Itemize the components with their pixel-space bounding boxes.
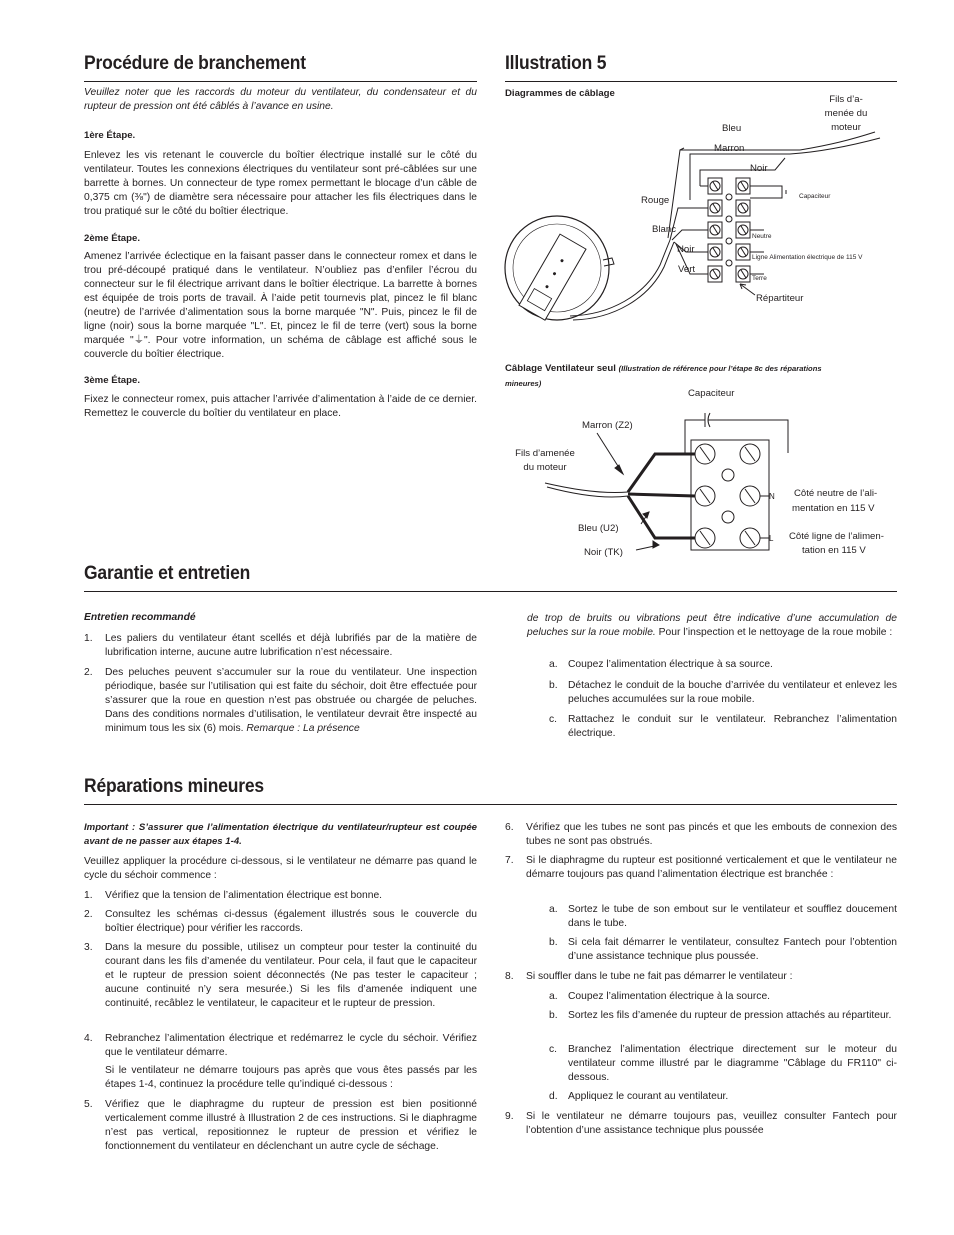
d2-label-fils-2: du moteur [523, 462, 567, 473]
repar-item-8d: d. Appliquez le courant au ventilateur. [549, 1090, 897, 1104]
label-vert: Vert [678, 264, 696, 275]
repar-item-7a: a. Sortez le tube de son embout sur le ventilateur et soufflez doucement dans le tube. [549, 904, 897, 929]
repar-item-3: 3. Dans la mesure du possible, utilisez un compteur pour tester la continuité du courant dans les fils d’amenée du ventilateur. Pour cela, il faut que le capaciteur et le rupteur de pression soient déconnectés (Ne pas tester le capaciteur ; aucune continuité n’y sera mesurée.) Si les fils d’amenée indiquent une continuité, recâblez le ventilateur, le capaciteur et le rupteur de pression. [84, 942, 477, 1009]
pressure-switch [519, 234, 586, 320]
repar-item-8a-text: Coupez l’alimentation électrique à la source. [568, 991, 771, 1002]
proc-title: Procédure de branchement [84, 53, 306, 74]
d2-label-neutre-1: Côté neutre de l’ali- [794, 488, 878, 499]
label-neutre: Neutre [752, 233, 772, 240]
garantie-item-1-text: Les paliers du ventilateur étant scellés et déjà lubrifiés par de la matière de lubrification interne, aucune autre lubrification n’est nécessaire. [105, 633, 477, 658]
repar-item-8d-text: Appliquez le courant au ventilateur. [568, 1091, 729, 1102]
garantie-col2-italic: de trop de bruits ou vibrations peut être indicative d’une accumulation de peluches sur la roue mobile. [527, 613, 897, 638]
repar-item-7b-text: Si cela fait démarrer le ventilateur, consultez Fantech pour l’obtention d’une assistance technique plus poussée. [568, 937, 897, 962]
repar-item-8b-text: Sortez les fils d’amenée du rupteur de pression attachés au répartiteur. [568, 1010, 892, 1021]
repar-item-8: 8. Si souffler dans le tube ne fait pas démarrer le ventilateur : [505, 970, 897, 984]
label-rouge: Rouge [641, 195, 670, 206]
garantie-item-2: 2. Des peluches peuvent s’accumuler sur la roue du ventilateur. Une inspection périodique, basée sur l’utilisation qui est faite du séchoir, doit être effectuée pour s’assurer que la roue en question n’est pas obstruée ou chargée de peluches. Dans des conditions normales d’utilisation, le ventilateur devrait être inspecté au minimum tous les six (6) mois. Remarque : La présence [84, 667, 477, 734]
d2-label-ligne-2: tation en 115 V [802, 545, 866, 556]
garantie-col2 [527, 612, 897, 640]
d2-label-fils-1: Fils d’amenée [515, 448, 575, 459]
repar-item-2: 2. Consultez les schémas ci-dessus (également illustrés sous le couvercle du boîtier électrique) pour vérifier les raccords. [84, 909, 477, 934]
garantie-item-2-text: Des peluches peuvent s’accumuler sur la roue du ventilateur. Une inspection périodique, basée sur l’utilisation qui est faite du séchoir, doit être effectuée pour s’assurer que la roue en question n’est pas obstruée ou chargée de peluches. Dans des conditions normales d’utilisation, le ventilateur devrait être inspecté au minimum tous les six (6) mois. [105, 667, 477, 734]
proc-rule [84, 81, 477, 82]
repar-rule [84, 804, 897, 805]
repar-important: Important : S’assurer que l’alimentation électrique du ventilateur/rupteur est coupée avant de ne passer aux étapes 1-4. [84, 822, 477, 847]
d2-label-neutre-2: mentation en 115 V [792, 503, 875, 514]
label-noir-top: Noir [750, 163, 768, 174]
garantie-title: Garantie et entretien [84, 563, 251, 584]
repar-title: Réparations mineures [84, 776, 264, 797]
label-terre: Terre [752, 275, 767, 282]
repar-item-4b-text: Si le ventilateur ne démarre toujours pas après que vous êtes passés par les étapes 1-4, continuez la procédure telle qu’indiqué ci-dessous : [105, 1065, 477, 1090]
garantie-b: b. Détachez le conduit de la bouche d’arrivée du ventilateur et enlevez les peluches accumulées sur la roue mobile. [549, 680, 897, 705]
label-fils-2: menée du [824, 108, 868, 119]
label-fils-3: moteur [831, 122, 861, 133]
repar-item-8a: a. Coupez l’alimentation électrique à la source. [549, 990, 897, 1004]
garantie-item-1: 1. Les paliers du ventilateur étant scellés et déjà lubrifiés par de la matière de lubrification interne, aucune autre lubrification n’est nécessaire. [84, 633, 477, 658]
step1-text: Enlevez les vis retenant le couvercle du boîtier électrique installé sur le côté du ventilateur. Toutes les connexions électriques du ventilateur sont pré-câblées sur une barrette à bornes. Un connecteur de type romex permettant le blocage d’un câble de 0,375 cm (⅜") de diamètre sera nécessaire pour attacher les fils électriques dans le trou pratiqué sur le côté du boîtier électrique. [84, 150, 477, 217]
illus-title: Illustration 5 [505, 53, 607, 74]
repar-item-1-text: Vérifiez que la tension de l’alimentation électrique est bonne. [105, 890, 383, 901]
repar-item-4-text: Rebranchez l’alimentation électrique et redémarrez le cycle du séchoir. Vérifiez que le ventilateur démarre. [105, 1033, 477, 1058]
step3-text: Fixez le connecteur romex, puis attacher l’arrivée d’alimentation à l’aide de ce dernier. Remettez le couvercle du boîtier du ventilateur en place. [84, 394, 477, 419]
label-fils-1: Fils d’a- [829, 94, 863, 105]
label-marron: Marron [714, 143, 745, 154]
d2-label-n: N [769, 492, 775, 501]
d2-label-marron: Marron (Z2) [582, 420, 633, 431]
d2-label-bleu: Bleu (U2) [578, 523, 619, 534]
garantie-rule [84, 591, 897, 592]
repar-item-7b: b. Si cela fait démarrer le ventilateur, consultez Fantech pour l’obtention d’une assistance technique plus poussée. [549, 937, 897, 962]
garantie-subtitle: Entretien recommandé [84, 612, 196, 623]
wiring-diagram-2 [505, 380, 900, 565]
proc-intro: Veuillez noter que les raccords du moteur du ventilateur, du condensateur et du rupteur de pression ont été câblés à l’avance en usine. [84, 87, 477, 112]
garantie-item-2-italic: Remarque : La présence [246, 723, 360, 734]
repar-item-8c-text: Branchez l’alimentation électrique directement sur le moteur du ventilateur comme illustré par le diagramme "Câblage du FR110" ci-dessous. [568, 1044, 897, 1083]
label-ligne: Ligne Alimentation électrique de 115 V [752, 254, 863, 261]
repar-item-6: 6. Vérifiez que les tubes ne sont pas pincés et que les embouts de connexion des tubes ne sont pas obstrués. [505, 822, 897, 847]
repar-item-6-text: Vérifiez que les tubes ne sont pas pincés et que les embouts de connexion des tubes ne sont pas obstrués. [526, 822, 897, 847]
label-bleu: Bleu [722, 123, 742, 134]
repar-item-8-text: Si souffler dans le tube ne fait pas démarrer le ventilateur : [526, 971, 793, 982]
repar-item-4b [105, 1064, 477, 1092]
step2-text: Amenez l’arrivée éclectique en la faisant passer dans le connecteur romex et dans le trou pré-découpé pratiqué dans le ventilateur. N’oubliez pas d’enfiler l’écrou du connecteur sur le fil électrique arrivant dans le boîtier électrique. La barrette à bornes est équipée de trois ports de travail. À l’aide petit tournevis plat, pincez le fil blanc (neutre) de l’arrivée d’alimentation sous la borne marquée "N". Puis, pincez le fil de ligne (noir) sous la borne marquée "L". Et, pincez le fil de terre (vert) sous la borne marquée "⏚". Pour votre information, un schéma de câblage est affiché sous le couvercle du boîtier électrique. [84, 251, 477, 360]
repar-item-9: 9. Si le ventilateur ne démarre toujours pas, veuillez consulter Fantech pour l’obtention d’une assistance technique plus poussée [505, 1111, 897, 1136]
d2-label-capaciteur: Capaciteur [688, 388, 735, 399]
diagram1-subtitle: Diagrammes de câblage [505, 88, 615, 99]
step2-title: 2ème Étape. [84, 233, 140, 244]
repar-item-1: 1. Vérifiez que la tension de l’alimentation électrique est bonne. [84, 889, 477, 903]
label-noir: Noir [677, 244, 695, 255]
diagram2-title-italic-2: mineures) [505, 379, 542, 388]
repar-item-3-text: Dans la mesure du possible, utilisez un compteur pour tester la continuité du courant dans les fils d’amenée du ventilateur. Pour cela, il faut que le capaciteur et le rupteur de pression soient déconnectés (Ne pas tester le capaciteur ; aucune continuité n’y sera mesurée.) Si les fils d’amenée indiquent une continuité, recâblez le ventilateur, le capaciteur et le rupteur de pression. [105, 942, 477, 1009]
d2-label-l: L [769, 534, 774, 543]
repar-item-8c: c. Branchez l’alimentation électrique directement sur le moteur du ventilateur comme illustré par le diagramme "Câblage du FR110" ci-dessous. [549, 1044, 897, 1083]
repar-item-5: 5. Vérifiez que le diaphragme du rupteur de pression est bien positionné verticalement comme illustré à Illustration 2 de ces instructions. Si le diaphragme n’est pas vertical, repositionnez le rupteur de pression et vérifiez le fonctionnement du ventilateur en déclenchant un autre cycle de séchage. [84, 1099, 477, 1152]
garantie-c: c. Rattachez le conduit sur le ventilateur. Rebranchez l’alimentation électrique. [549, 714, 897, 739]
repar-item-4: 4. Rebranchez l’alimentation électrique et redémarrez le cycle du séchoir. Vérifiez que le ventilateur démarre. [84, 1033, 477, 1058]
garantie-c-text: Rattachez le conduit sur le ventilateur. Rebranchez l’alimentation électrique. [568, 714, 897, 739]
garantie-col2-text: Pour l’inspection et le nettoyage de la roue mobile : [658, 627, 893, 638]
repar-item-8b: b. Sortez les fils d’amenée du rupteur de pression attachés au répartiteur. [549, 1009, 897, 1023]
garantie-b-text: Détachez le conduit de la bouche d’arrivée du ventilateur et enlevez les peluches accumulées sur la roue mobile. [568, 680, 897, 705]
garantie-a-text: Coupez l’alimentation électrique à sa source. [568, 659, 773, 670]
label-blanc: Blanc [652, 224, 676, 235]
illus-rule [505, 81, 897, 82]
repar-item-2-text: Consultez les schémas ci-dessus (également illustrés sous le couvercle du boîtier électrique) pour vérifier les raccords. [105, 909, 477, 934]
label-repartiteur: Répartiteur [756, 293, 804, 304]
d2-label-noir: Noir (TK) [584, 547, 623, 558]
diagram2-title-italic: (Illustration de référence pour l’étape 8c des réparations [618, 364, 822, 373]
step1-title: 1ère Étape. [84, 130, 136, 141]
repar-item-7a-text: Sortez le tube de son embout sur le ventilateur et soufflez doucement dans le tube. [568, 904, 897, 929]
repar-item-9-text: Si le ventilateur ne démarre toujours pas, veuillez consulter Fantech pour l’obtention d’une assistance technique plus poussée [526, 1111, 897, 1136]
garantie-a: a. Coupez l’alimentation électrique à sa source. [549, 658, 897, 672]
repar-item-7: 7. Si le diaphragme du rupteur est positionné verticalement et que le ventilateur ne démarre toujours pas quand l’alimentation électrique est branchée : [505, 855, 897, 880]
repar-item-7-text: Si le diaphragme du rupteur est positionné verticalement et que le ventilateur ne démarre toujours pas quand l’alimentation électrique est branchée : [526, 855, 897, 880]
diagram2-title-bold: Câblage Ventilateur seul [505, 363, 616, 374]
repar-intro: Veuillez appliquer la procédure ci-dessous, si le ventilateur ne démarre pas quand le cycle du séchoir commence : [84, 856, 477, 881]
repar-item-5-text: Vérifiez que le diaphragme du rupteur de pression est bien positionné verticalement comme illustré à Illustration 2 de ces instructions. Si le diaphragme n’est pas vertical, repositionnez le rupteur de pression et vérifiez le fonctionnement du ventilateur en déclenchant un autre cycle de séchage. [105, 1099, 477, 1152]
d2-label-ligne-1: Côté ligne de l’alimen- [789, 531, 884, 542]
wiring-diagram-1 [500, 90, 900, 350]
label-capaciteur: Capaciteur [799, 193, 831, 200]
step3-title: 3ème Étape. [84, 375, 140, 386]
